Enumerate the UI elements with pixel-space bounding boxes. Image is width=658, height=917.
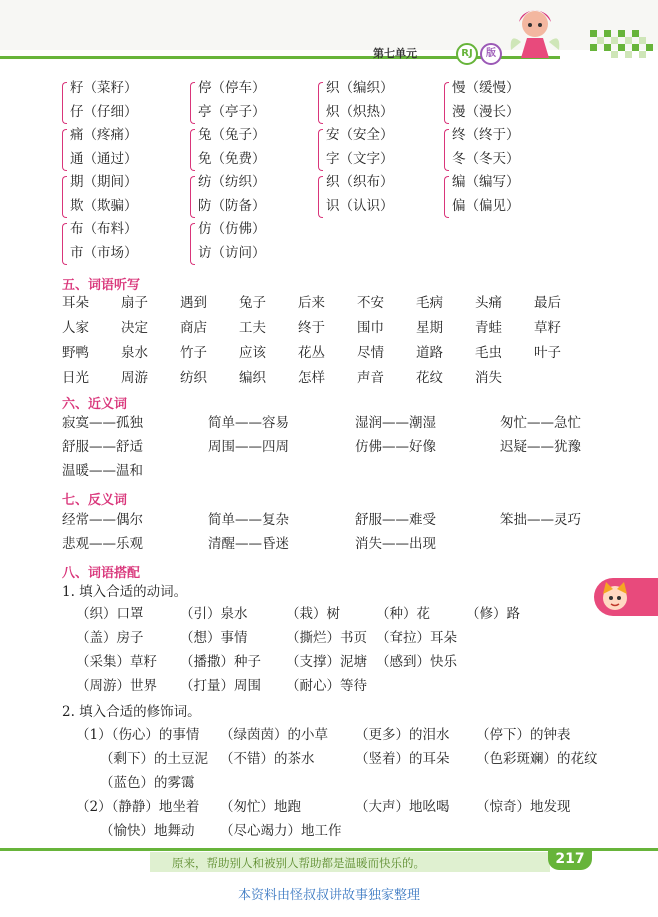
dictation-word: 周游 bbox=[121, 370, 148, 386]
verb-collocation: （采集）草籽 bbox=[76, 654, 157, 670]
modifier-collocation: （不错）的茶水 bbox=[220, 751, 315, 767]
dictation-word: 不安 bbox=[357, 295, 384, 311]
verb-collocation: （撕烂）书页 bbox=[286, 630, 367, 646]
dictation-word: 应该 bbox=[239, 345, 266, 361]
pair-word-bottom: 欺（欺骗） bbox=[70, 198, 138, 214]
dictation-word: 人家 bbox=[62, 320, 89, 336]
dictation-word: 日光 bbox=[62, 370, 89, 386]
dictation-word: 野鸭 bbox=[62, 345, 89, 361]
verb-collocation: （修）路 bbox=[466, 606, 520, 622]
pair-brace bbox=[318, 82, 323, 124]
verb-collocation: （打量）周围 bbox=[180, 678, 261, 694]
verb-collocation: （引）泉水 bbox=[180, 606, 248, 622]
pair-word-top: 籽（菜籽） bbox=[70, 80, 138, 96]
pair-word-bottom: 免（免费） bbox=[198, 151, 266, 167]
pair-word-top: 安（安全） bbox=[326, 127, 394, 143]
section-title-synonyms: 六、近义词 bbox=[62, 397, 128, 412]
modifier-collocation: （停下）的钟表 bbox=[476, 727, 571, 743]
pair-word-bottom: 炽（炽热） bbox=[326, 104, 394, 120]
verb-collocation: （栽）树 bbox=[286, 606, 340, 622]
pair-word-bottom: 仔（仔细） bbox=[70, 104, 138, 120]
pair-word-top: 兔（兔子） bbox=[198, 127, 266, 143]
modifier-collocation: （剩下）的土豆泥 bbox=[100, 751, 208, 767]
dictation-word: 怎样 bbox=[298, 370, 325, 386]
modifier-collocation: （大声）地吆喝 bbox=[355, 799, 450, 815]
pair-word-top: 编（编写） bbox=[452, 174, 520, 190]
verb-collocation: （种）花 bbox=[376, 606, 430, 622]
pair-word-top: 织（编织） bbox=[326, 80, 394, 96]
dictation-word: 泉水 bbox=[121, 345, 148, 361]
synonym-pair: 仿佛——好像 bbox=[355, 439, 436, 455]
modifier-collocation: （尽心竭力）地工作 bbox=[220, 823, 342, 839]
pair-brace bbox=[62, 176, 67, 218]
dictation-word: 青蛙 bbox=[475, 320, 502, 336]
cartoon-face-icon bbox=[598, 580, 632, 614]
pair-word-bottom: 冬（冬天） bbox=[452, 151, 520, 167]
dictation-word: 决定 bbox=[121, 320, 148, 336]
pair-brace bbox=[62, 82, 67, 124]
dictation-word: 商店 bbox=[180, 320, 207, 336]
verb-collocation: （播撒）种子 bbox=[180, 654, 261, 670]
antonym-pair: 简单——复杂 bbox=[208, 512, 289, 528]
dictation-word: 耳朵 bbox=[62, 295, 89, 311]
verb-collocation: （感到）快乐 bbox=[376, 654, 457, 670]
dictation-word: 叶子 bbox=[534, 345, 561, 361]
pair-word-bottom: 通（通过） bbox=[70, 151, 138, 167]
pair-brace bbox=[318, 176, 323, 218]
modifier-collocation: （竖着）的耳朵 bbox=[355, 751, 450, 767]
modifier-collocation: （惊奇）地发现 bbox=[476, 799, 571, 815]
pair-brace bbox=[444, 176, 449, 218]
pair-word-bottom: 字（文字） bbox=[326, 151, 394, 167]
verb-collocation: （周游）世界 bbox=[76, 678, 157, 694]
pair-word-bottom: 市（市场） bbox=[70, 245, 138, 261]
dictation-word: 遇到 bbox=[180, 295, 207, 311]
pair-brace bbox=[190, 129, 195, 171]
dictation-word: 扇子 bbox=[121, 295, 148, 311]
modifier-collocation: （蓝色）的雾霭 bbox=[100, 775, 195, 791]
antonym-pair: 悲观——乐观 bbox=[62, 536, 143, 552]
verb-collocation: （盖）房子 bbox=[76, 630, 144, 646]
modifier-collocation: （2）（静静）地坐着 bbox=[76, 799, 200, 815]
dictation-word: 毛病 bbox=[416, 295, 443, 311]
modifier-collocation: （色彩斑斓）的花纹 bbox=[476, 751, 598, 767]
dictation-word: 道路 bbox=[416, 345, 443, 361]
dictation-word: 最后 bbox=[534, 295, 561, 311]
verb-collocation: （耷拉）耳朵 bbox=[376, 630, 457, 646]
pair-brace bbox=[318, 129, 323, 171]
page-number: 217 bbox=[548, 848, 592, 870]
dictation-word: 头痛 bbox=[475, 295, 502, 311]
pair-brace bbox=[62, 129, 67, 171]
dictation-word: 兔子 bbox=[239, 295, 266, 311]
synonym-pair: 匆忙——急忙 bbox=[500, 415, 581, 431]
section-title-collocation: 八、词语搭配 bbox=[62, 566, 141, 581]
verb-collocation: （耐心）等待 bbox=[286, 678, 367, 694]
synonym-pair: 周围——四周 bbox=[208, 439, 289, 455]
pair-brace bbox=[190, 82, 195, 124]
pair-word-top: 痛（疼痛） bbox=[70, 127, 138, 143]
modifier-collocation: （更多）的泪水 bbox=[355, 727, 450, 743]
dictation-word: 编织 bbox=[239, 370, 266, 386]
pair-word-bottom: 偏（偏见） bbox=[452, 198, 520, 214]
dictation-word: 毛虫 bbox=[475, 345, 502, 361]
verb-collocation: （想）事情 bbox=[180, 630, 248, 646]
synonym-pair: 舒服——舒适 bbox=[62, 439, 143, 455]
dictation-word: 终于 bbox=[298, 320, 325, 336]
question-2-prompt: 2. 填入合适的修饰词。 bbox=[62, 704, 201, 720]
pair-brace bbox=[190, 176, 195, 218]
section-title-dictation: 五、词语听写 bbox=[62, 278, 141, 293]
pair-brace bbox=[444, 129, 449, 171]
dictation-word: 花纹 bbox=[416, 370, 443, 386]
verb-collocation: （织）口罩 bbox=[76, 606, 144, 622]
dictation-word: 消失 bbox=[475, 370, 502, 386]
dictation-word: 工夫 bbox=[239, 320, 266, 336]
antonym-pair: 笨拙——灵巧 bbox=[500, 512, 581, 528]
pair-brace bbox=[190, 223, 195, 265]
synonym-pair: 简单——容易 bbox=[208, 415, 289, 431]
pair-brace bbox=[444, 82, 449, 124]
pair-word-bottom: 防（防备） bbox=[198, 198, 266, 214]
modifier-collocation: （愉快）地舞动 bbox=[100, 823, 195, 839]
verb-collocation: （支撑）泥塘 bbox=[286, 654, 367, 670]
pair-word-bottom: 访（访问） bbox=[198, 245, 266, 261]
unit-label: 第七单元 bbox=[373, 47, 417, 60]
source-credit: 本资料由怪叔叔讲故事独家整理 bbox=[237, 888, 420, 903]
dictation-word: 花丛 bbox=[298, 345, 325, 361]
fairy-illustration-icon bbox=[505, 2, 563, 66]
footer-slogan: 原来，帮助别人和被别人帮助都是温暖而快乐的。 bbox=[172, 856, 425, 870]
dictation-word: 围巾 bbox=[357, 320, 384, 336]
antonym-pair: 舒服——难受 bbox=[355, 512, 436, 528]
synonym-pair: 寂寞——孤独 bbox=[62, 415, 143, 431]
pair-word-top: 织（织布） bbox=[326, 174, 394, 190]
synonym-pair: 湿润——潮湿 bbox=[355, 415, 436, 431]
antonym-pair: 消失——出现 bbox=[355, 536, 436, 552]
section-title-antonyms: 七、反义词 bbox=[62, 493, 128, 508]
dictation-word: 后来 bbox=[298, 295, 325, 311]
question-1-prompt: 1. 填入合适的动词。 bbox=[62, 584, 188, 600]
antonym-pair: 清醒——昏迷 bbox=[208, 536, 289, 552]
pair-word-top: 期（期间） bbox=[70, 174, 138, 190]
synonym-pair: 迟疑——犹豫 bbox=[500, 439, 581, 455]
dictation-word: 星期 bbox=[416, 320, 443, 336]
pair-brace bbox=[62, 223, 67, 265]
pair-word-top: 停（停车） bbox=[198, 80, 266, 96]
synonym-pair: 温暖——温和 bbox=[62, 463, 143, 479]
pair-word-top: 纺（纺织） bbox=[198, 174, 266, 190]
side-tab bbox=[594, 578, 658, 616]
pair-word-top: 慢（缓慢） bbox=[452, 80, 520, 96]
modifier-collocation: （匆忙）地跑 bbox=[220, 799, 301, 815]
pair-word-bottom: 识（认识） bbox=[326, 198, 394, 214]
pair-word-top: 终（终于） bbox=[452, 127, 520, 143]
dictation-word: 声音 bbox=[357, 370, 384, 386]
modifier-collocation: （1）（伤心）的事情 bbox=[76, 727, 200, 743]
dictation-word: 草籽 bbox=[534, 320, 561, 336]
dictation-word: 尽情 bbox=[357, 345, 384, 361]
antonym-pair: 经常——偶尔 bbox=[62, 512, 143, 528]
dictation-word: 纺织 bbox=[180, 370, 207, 386]
modifier-collocation: （绿茵茵）的小草 bbox=[220, 727, 328, 743]
badge-ban: 版 bbox=[480, 43, 502, 65]
badge-rj: RJ bbox=[456, 43, 478, 65]
pair-word-bottom: 亭（亭子） bbox=[198, 104, 266, 120]
pair-word-bottom: 漫（漫长） bbox=[452, 104, 520, 120]
dictation-word: 竹子 bbox=[180, 345, 207, 361]
pair-word-top: 布（布料） bbox=[70, 221, 138, 237]
pair-word-top: 仿（仿佛） bbox=[198, 221, 266, 237]
